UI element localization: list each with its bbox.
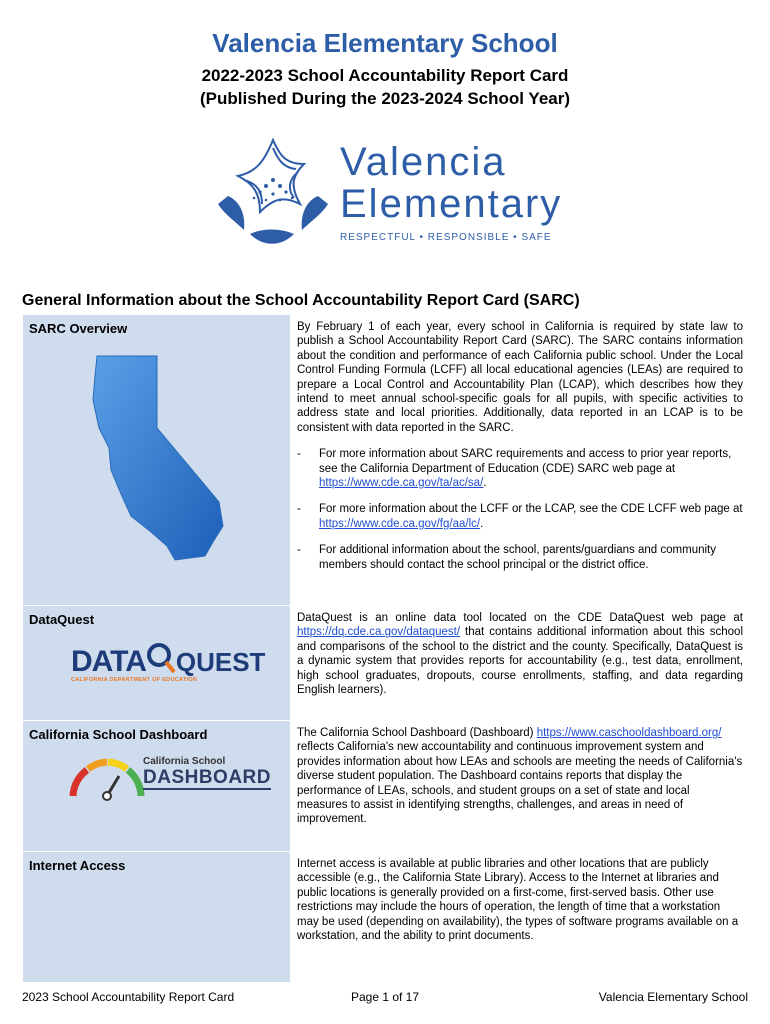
row-label-cell	[23, 721, 291, 852]
row-label: Internet Access	[29, 858, 126, 873]
row-content-cell	[291, 315, 750, 606]
bullet-period: .	[480, 517, 484, 530]
row-label: SARC Overview	[29, 321, 128, 336]
list-item	[297, 502, 743, 531]
list-item	[297, 447, 743, 490]
dataquest-text-start: DataQuest is an online data tool located on the CDE DataQuest web page at	[297, 612, 743, 624]
footer-report-title: 2023 School Accountability Report Card	[22, 990, 235, 1004]
report-subtitle: 2022-2023 School Accountability Report Card	[201, 66, 569, 85]
row-label-cell	[23, 315, 291, 606]
sarc-web-link[interactable]: https://www.cde.ca.gov/ta/ac/sa/	[319, 477, 484, 490]
lcff-web-link[interactable]: https://www.cde.ca.gov/fg/aa/lc/	[319, 517, 481, 530]
overview-paragraph: By February 1 of each year, every school in California is required by state law to publish a School Accountability Report Card (SARC). The SARC contains information about the condition and performance of each California public school. Under the Local Control Funding Formula (LCFF) all local educational agencies (LEAs) are required to prepare a Local Control and Accountability Plan (LCAP), which describes how they intend to meet annual school-specific goals for all pupils, with specific activities to address state and local priorities. Additionally, data reported in an LCAP is to be consistent with data reported in the SARC.	[297, 321, 743, 434]
bullet-period: .	[483, 477, 487, 490]
list-item-text: For additional information about the school, parents/guardians and community members should contact the school principal or the district office.	[319, 544, 716, 571]
gauge-icon	[67, 756, 147, 802]
bullet-text: For more information about SARC requirements and access to prior year reports, see the California Department of Education (CDE) SARC web page at	[319, 448, 732, 475]
star-emblem-icon	[214, 134, 332, 256]
magnifier-icon	[146, 641, 176, 675]
internet-access-text: Internet access is available at public libraries and other locations that are publicly accessible (e.g., the California State Library). Access to the Internet at libraries and public locations is generally provided on a first-come, first-served basis. Other use restrictions may include the hours of operation, the length of time that a workstation may be used (depending on availability), the types of software programs available on a workstation, and the ability to print documents.	[297, 858, 739, 943]
logo-word-elementary: Elementary	[340, 182, 563, 226]
school-logo	[214, 134, 574, 256]
table-row-internet-access	[23, 852, 750, 983]
school-name-title: Valencia Elementary School	[212, 28, 558, 58]
dashboard-logo-big: DASHBOARD	[143, 767, 271, 788]
row-label-cell	[23, 606, 291, 721]
footer-page-number: Page 1 of 17	[350, 990, 420, 1004]
list-dash: -	[297, 503, 301, 516]
list-item-text	[319, 447, 743, 490]
table-row-dataquest	[23, 606, 750, 721]
row-label: DataQuest	[29, 612, 95, 627]
dataquest-web-link[interactable]: https://dq.cde.ca.gov/dataquest/	[297, 626, 461, 639]
row-content-cell	[291, 606, 750, 721]
dataquest-logo	[71, 641, 284, 697]
dataquest-logo-quest: QUEST	[175, 647, 266, 677]
dashboard-logo	[67, 756, 284, 806]
dashboard-logo-small: California School	[143, 756, 226, 767]
dataquest-text-end: that contains additional information about this school and comparisons of the school to the district and the county. Specifically, DataQuest is a dynamic system that provides reports for accountability (e.g., test data, enrollment, high school graduates, dropouts, course enrollments, staffing, and data regarding English learners).	[297, 626, 743, 697]
publication-note: (Published During the 2023-2024 School Year)	[199, 89, 571, 108]
footer-school-name: Valencia Elementary School	[598, 990, 748, 1004]
list-item	[297, 543, 743, 572]
dataquest-logo-data: DATA	[71, 645, 146, 678]
dashboard-text-end: reflects California's new accountability and continuous improvement system and provides information about how LEAs and schools are meeting the needs of California's diverse student population. The Dashboard contains reports that display the performance of LEAs, schools, and student groups on a set of state and local measures to assist in identifying strengths, challenges, and areas in need of improvement.	[297, 741, 743, 826]
section-heading: General Information about the School Accountability Report Card (SARC)	[22, 292, 580, 309]
row-content-cell	[291, 721, 750, 852]
logo-tagline: RESPECTFUL • RESPONSIBLE • SAFE	[340, 232, 552, 243]
list-dash: -	[297, 544, 301, 557]
list-dash: -	[297, 448, 301, 461]
bullet-text: For more information about the LCFF or the LCAP, see the CDE LCFF web page at	[319, 503, 743, 516]
dashboard-web-link[interactable]: https://www.caschooldashboard.org/	[536, 727, 722, 739]
california-map-icon	[87, 350, 237, 570]
logo-word-valencia: Valencia	[340, 140, 507, 184]
row-label-cell	[23, 852, 291, 983]
row-label: California School Dashboard	[29, 727, 208, 742]
sarc-info-table	[22, 314, 750, 983]
row-content-cell	[291, 852, 750, 983]
table-row-dashboard	[23, 721, 750, 852]
dataquest-logo-caption: CALIFORNIA DEPARTMENT OF EDUCATION	[71, 677, 198, 683]
dashboard-text-start: The California School Dashboard (Dashboard)	[297, 727, 537, 739]
table-row-sarc-overview	[23, 315, 750, 606]
list-item-text	[319, 502, 743, 531]
